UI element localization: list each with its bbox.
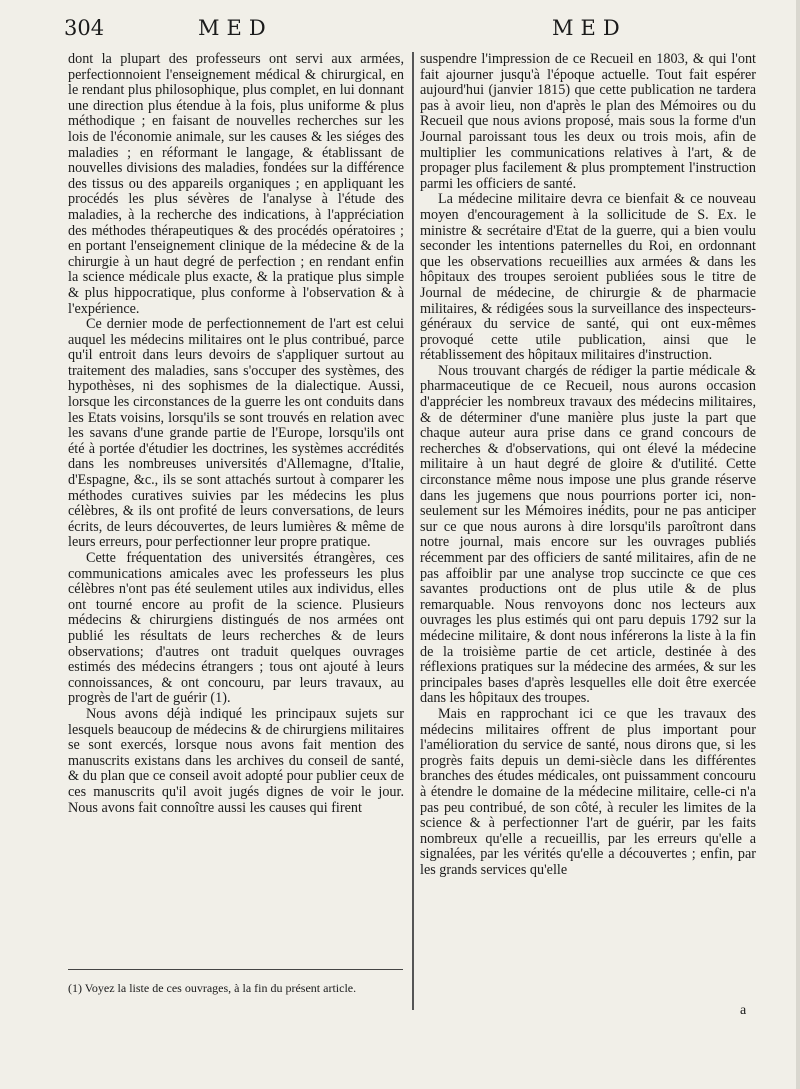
paragraph: Cette fréquentation des universités étrangères, ces communications amicales avec les professeurs les plus célèbres n'ont pas été seulement utiles aux individus, elles ont tourné encore au profit de la science. Plusieurs médecins & chirurgiens distingués de nos armées ont publié les résultats de leurs recherches & de leurs observations; d'autres ont traduit quelques ouvrages estimés des médecins étrangers ; tous ont ajouté à leurs connoissances, & ont concouru, par leurs travaux, au progrès de l'art de guérir (1). bbox=[68, 550, 404, 707]
paragraph: Nous trouvant chargés de rédiger la partie médicale & pharmaceutique de ce Recueil, nous aurons occasion d'apprécier les nombreux travaux des médecins militaires, & de déterminer d'une manière plus juste la part que chaque auteur aura prise dans ce grand concours de recherches & d'observations, qui ont élevé la médecine militaire à un haut degré de gloire & d'utilité. Cette circonstance même nous impose une plus grande réserve dans les jugemens que nous pourrions porter ici, non-seulement sur les Mémoires inédits, pour ne pas anticiper sur ce que nous aurons à dire lorsqu'ils paroîtront dans notre journal, mais encore sur les ouvrages publiés récemment par des officiers de santé militaires, afin de ne pas affoiblir par une analyse trop succincte ce que ces savantes productions ont de plus utile & de plus remarquable. Nous renvoyons donc nos lecteurs aux ouvrages les plus estimés qui ont paru depuis 1792 sur la médecine militaire, & dont nous inférerons la liste à la fin de la troisième partie de cet article, destinée à des réflexions pratiques sur la médecine des armées, & sur les principales bases d'après lesquelles elle doit être exercée dans les hôpitaux des troupes. bbox=[420, 362, 756, 707]
page-number: 304 bbox=[64, 16, 105, 40]
running-head-left: MED bbox=[198, 16, 273, 40]
paragraph: suspendre l'impression de ce Recueil en 1803, & qui l'ont fait ajourner jusqu'à l'époque actuelle. Tout fait espérer aujourd'hui (janvier 1815) que cette publication ne tardera pas à avoir lieu, non d'après le plan des Mémoires ou du Recueil que nous avions proposé, mais sous la forme d'un Journal paroissant tous les deux ou trois mois, afin de multiplier les communications relatives à l'art, & de propager plus facilement & plus promptement l'instruction parmi les officiers de santé. bbox=[420, 51, 756, 192]
running-head-right: MED bbox=[552, 16, 627, 40]
paragraph: La médecine militaire devra ce bienfait & ce nouveau moyen d'encouragement à la sollicitude de S. Ex. le ministre & secrétaire d'Etat de la guerre, qui a bien voulu seconder les intentions paternelles du Roi, en ordonnant que les observations recueillies aux armées & dans les hôpitaux des troupes seroient publiées sous le titre de Journal de médecine, de chirurgie & de pharmacie militaires, & rédigées sous la surveillance des inspecteurs-généraux du service de santé, qui ont eux-mêmes provoqué cette utile publication, ainsi que le rétablissement des hôpitaux militaires d'instruction. bbox=[420, 191, 756, 364]
left-column bbox=[68, 52, 404, 816]
footnote: (1) Voyez la liste de ces ouvrages, à la fin du présent article. bbox=[68, 981, 357, 995]
footnote-rule bbox=[68, 969, 403, 970]
paragraph: dont la plupart des professeurs ont servi aux armées, perfectionnoient l'enseignement médical & chirurgical, en le rendant plus philosophique, plus complet, en lui donnant une direction plus étendue à la fois, plus uniforme & plus méthodique ; en faisant de nouvelles recherches sur les lois de l'économie animale, sur les causes & les siéges des maladies ; en réformant le langage, & établissant de nouvelles divisions des maladies, fondées sur la différence des tissus ou des appareils organiques ; en appliquant les procédés les plus sévères de l'analyse à l'étude des maladies, à la recherche des indications, à l'appréciation des méthodes thérapeutiques & des procédés opératoires ; en portant l'enseignement clinique de la médecine & de la chirurgie à un haut degré de perfection ; en rendant enfin la science médicale plus exacte, & la pratique plus simple & plus hippocratique, plus conforme à l'observation & à l'expérience. bbox=[68, 51, 404, 317]
column-divider bbox=[412, 52, 414, 1010]
right-column bbox=[420, 52, 756, 878]
paragraph: Nous avons déjà indiqué les principaux sujets sur lesquels beaucoup de médecins & de chirurgiens militaires se sont exercés, lorsque nous avons fait mention des manuscrits existans dans les archives du conseil de santé, & du plan que ce conseil avoit adopté pour publier ceux de ces manuscrits qu'il avoit jugés dignes de voir le jour. Nous avons fait connoître aussi les causes qui firent bbox=[68, 705, 404, 816]
signature-mark: a bbox=[740, 1003, 747, 1018]
paragraph: Ce dernier mode de perfectionnement de l'art est celui auquel les médecins militaires ont le plus contribué, parce qu'il entroit dans leurs devoirs de s'appliquer surtout au traitement des maladies, sans s'occuper des systèmes, des hypothèses, ni des sophismes de la dialectique. Aussi, lorsque les circonstances de la guerre les ont conduits dans les Etats voisins, lorsqu'ils se sont trouvés en relation avec les savans d'une grande partie de l'Europe, lorsqu'ils ont été à portée d'étudier les doctrines, les systèmes accrédités dans les nombreuses universités d'Allemagne, d'Italie, d'Espagne, &c., ils se sont attachés surtout à comparer les méthodes curatives suivies par les médecins les plus célèbres, & ils ont profité de leurs conversations, de leurs écrits, de leurs découvertes, de leurs lumières & même de leurs erreurs, pour perfectionner leur propre pratique. bbox=[68, 316, 404, 551]
paragraph: Mais en rapprochant ici ce que les travaux des médecins militaires offrent de plus important pour l'amélioration du service de santé, nous dirons que, si les progrès faits depuis un demi-siècle dans les différentes branches des études médicales, ont puissamment concouru à étendre le domaine de la médecine militaire, celle-ci n'a pas peu contribué, de son côté, à reculer les limites de la science & à perfectionner l'art de guérir, par les faits nombreux qu'elle a recueillis, par les erreurs qu'elle a signalées, par les vérités qu'elle a découvertes ; enfin, par les grands services qu'elle bbox=[420, 705, 756, 878]
